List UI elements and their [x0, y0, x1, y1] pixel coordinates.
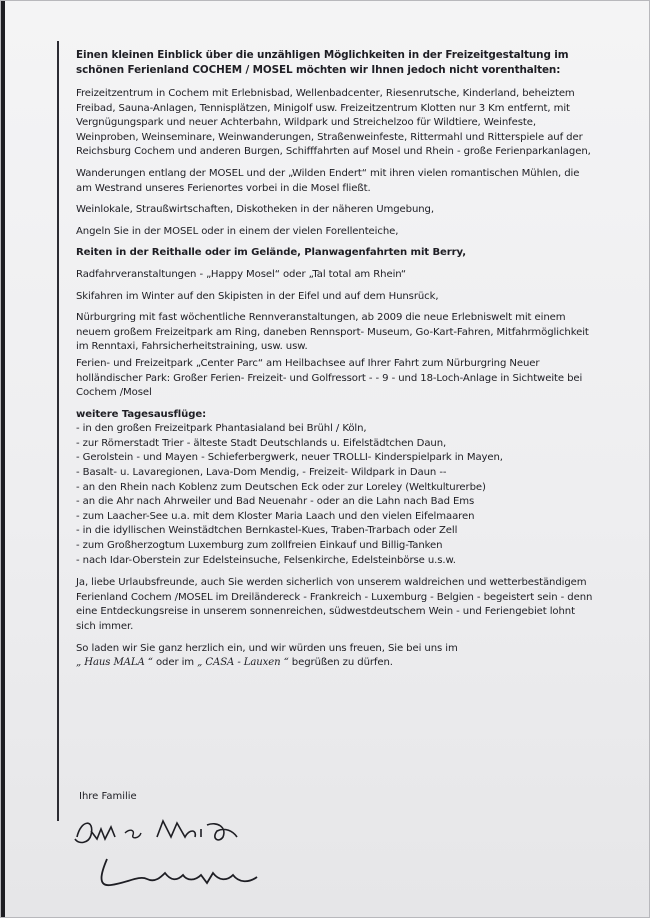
paragraph-radfahren: Radfahrveranstaltungen - „Happy Mosel“ oder „Tal total am Rhein“ [76, 268, 406, 280]
invite-text: So laden wir Sie ganz herzlich ein, und wir würden uns freuen, Sie bei uns im [76, 642, 458, 654]
paragraph-center-parc: Ferien- und Freizeitpark „Center Parc“ am Heilbachsee auf Ihrer Fahrt zum Nürburgring Neuer holländischer Park: Großer Ferien- Freizeit- und Golfressort - - 9 - und 18-Loch-Anlage in Sichtweite bei Cochem /Mosel [76, 357, 583, 399]
invite-oder: oder im [152, 657, 198, 669]
paragraph-invite [76, 642, 596, 671]
list-item: - zur Römerstadt Trier - älteste Stadt Deutschlands u. Eifelstädtchen Daun, [76, 437, 447, 449]
letter-body [76, 48, 596, 678]
list-item: - in die idyllischen Weinstädtchen Bernkastel-Kues, Traben-Trarbach oder Zell [76, 525, 458, 537]
handwritten-signature [67, 807, 307, 897]
intro-heading: Einen kleinen Einblick über die unzähligen Möglichkeiten in der Freizeitgestaltung im schönen Ferienland COCHEM / MOSEL möchten wir Ihnen jedoch nicht vorenthalten: [76, 49, 569, 76]
paragraph-freizeitzentrum: Freizeitzentrum in Cochem mit Erlebnisbad, Wellenbadcenter, Riesenrutsche, Kinderland, beheiztem Freibad, Sauna-Anlagen, Tennisplätzen, Minigolf usw. Freizeitzentrum Klotten nur 3 Km entfernt, mit Vergnügungspark und neuer Achterbahn, Wildpark und Streichelzoo für Wildtiere, Weinfeste, Weinproben, Weinseminare, Weinwanderungen, Straßenweinfeste, Rittermahl und Ritterspiele auf der Reichsburg Cochem und anderen Burgen, Schifffahrten auf Mosel und Rhein - große Ferienparkanlagen, [76, 88, 591, 158]
list-item: - nach Idar-Oberstein zur Edelsteinsuche, Felsenkirche, Edelsteinbörse u.s.w. [76, 554, 456, 566]
list-item: - zum Laacher-See u.a. mit dem Kloster Maria Laach und den vielen Eifelmaaren [76, 510, 475, 522]
invite-post: begrüßen zu dürfen. [288, 657, 393, 669]
list-item: - zum Großherzogtum Luxemburg zum zollfreien Einkauf und Billig-Tanken [76, 540, 443, 552]
trips-list [76, 422, 596, 568]
paragraph-closing: Ja, liebe Urlaubsfreunde, auch Sie werden sicherlich von unserem waldreichen und wetterbeständigem Ferienland Cochem /MOSEL im Dreiländereck - Frankreich - Luxemburg - Belgien - begeistert sein - denn eine Entdeckungsreise in unserem sonnenreichen, südwestdeutschem Wein - und Feriengebiet lohnt sich immer. [76, 577, 593, 632]
list-item: - Basalt- u. Lavaregionen, Lava-Dom Mendig, - Freizeit- Wildpark in Daun -- [76, 467, 447, 479]
paragraph-reiten: Reiten in der Reithalle oder im Gelände, Planwagenfahrten mit Berry, [76, 247, 466, 259]
list-item: - in den großen Freizeitpark Phantasialand bei Brühl / Köln, [76, 423, 367, 435]
haus-mala-name: „ Haus MALA “ [76, 657, 153, 669]
family-greeting: Ihre Familie [79, 791, 137, 802]
margin-rule [57, 41, 59, 821]
paragraph-weinlokale: Weinlokale, Straußwirtschaften, Diskotheken in der näheren Umgebung, [76, 204, 434, 216]
trips-title: weitere Tagesausflüge: [76, 408, 207, 420]
paragraph-wanderungen: Wanderungen entlang der MOSEL und der „Wilden Endert“ mit ihren vielen romantischen Mühlen, die am Westrand unseres Ferienortes vorbei in die Mosel fließt. [76, 167, 580, 194]
casa-lauxen-name: „ CASA - Lauxen “ [197, 657, 289, 669]
scan-edge [1, 1, 5, 917]
list-item: - Gerolstein - und Mayen - Schieferbergwerk, neuer TROLLI- Kinderspielpark in Mayen, [76, 452, 503, 464]
paragraph-nuerburgring: Nürburgring mit fast wöchentliche Rennveranstaltungen, ab 2009 die neue Erlebniswelt mit einem neuem großem Freizeitpark am Ring, daneben Rennsport- Museum, Go-Kart-Fahren, Mitfahrmöglichkeit im Renntaxi, Fahrsicherheitstraining, usw. usw. [76, 312, 589, 353]
list-item: - an den Rhein nach Koblenz zum Deutschen Eck oder zur Loreley (Weltkulturerbe) [76, 481, 486, 493]
paragraph-skifahren: Skifahren im Winter auf den Skipisten in der Eifel und auf dem Hunsrück, [76, 290, 439, 302]
list-item: - an die Ahr nach Ahrweiler und Bad Neuenahr - oder an die Lahn nach Bad Ems [76, 496, 475, 508]
paragraph-angeln: Angeln Sie in der MOSEL oder in einem der vielen Forellenteiche, [76, 225, 399, 237]
